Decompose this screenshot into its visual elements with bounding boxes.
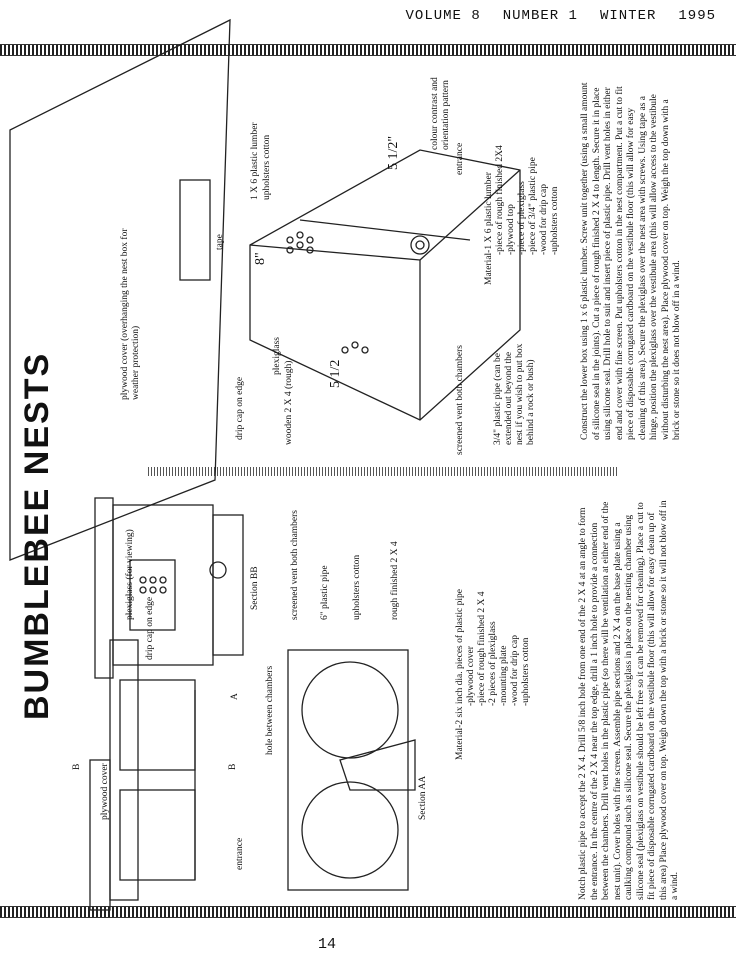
- label-plexiglass-right: plexiglass: [272, 337, 282, 375]
- page-number: 14: [318, 936, 337, 953]
- label-entrance-left: entrance: [235, 837, 245, 870]
- material-item: -plywood top: [506, 204, 516, 255]
- material-item: -piece of rough finished 2 X 4: [477, 591, 487, 706]
- label-pipe-6in: 6" plastic pipe: [320, 565, 330, 620]
- label-dim-8: 8": [253, 252, 268, 265]
- label-colour: colour contrast and orientation pattern: [430, 77, 451, 150]
- label-plywood-cover-left: plywood cover: [100, 763, 110, 820]
- page-title: BUMBLEBEE NESTS: [18, 351, 56, 720]
- label-tape: tape: [215, 234, 225, 250]
- label-dim-55: 5 1/2": [386, 135, 401, 170]
- material-item: -piece of plexiglass: [517, 181, 527, 255]
- material-item: Material-2 six inch dia. pieces of plastic pipe: [455, 589, 465, 760]
- label-plywood-cover-right: plywood cover (overhanging the nest box for weather protection): [120, 228, 141, 400]
- label-section-aa: Section AA: [418, 775, 428, 820]
- label-screened-vent-right: screened vent both chambers: [455, 345, 465, 455]
- number-label: NUMBER 1: [502, 8, 578, 24]
- label-lumber: 1 X 6 plastic lumber: [250, 122, 260, 200]
- label-dim-5: 5 1/2: [328, 359, 343, 388]
- material-item: -2 pieces of plexiglass: [488, 621, 498, 706]
- label-b-marker-1: B: [72, 763, 82, 770]
- label-b-marker-2: B: [228, 763, 238, 770]
- label-drip-cap-left: drip cap on edge: [145, 596, 155, 660]
- season-label: WINTER: [599, 8, 657, 24]
- label-drip-cap-right: drip cap on edge: [235, 376, 245, 440]
- material-item: -upholsters cotton: [521, 637, 531, 706]
- label-upholsters-right: upholsters cotton: [262, 134, 272, 200]
- material-item: -wood for drip cap: [539, 184, 549, 255]
- material-item: -plywood cover: [466, 646, 476, 706]
- label-pipe-note: 3/4" plastic pipe (can be extended out beyond the nest if you wish to put box behind a rock or bush): [493, 343, 536, 445]
- label-plexiglass-left: plexiglass (for viewing): [125, 529, 135, 620]
- material-item: -mounting plate: [499, 645, 509, 706]
- label-a-marker: A: [230, 693, 240, 700]
- label-wooden-2x4: wooden 2 X 4 (rough): [284, 360, 294, 445]
- material-item: -piece of rough finished 2X4: [495, 145, 505, 255]
- left-materials: [455, 589, 532, 760]
- label-section-bb: Section BB: [250, 566, 260, 610]
- material-item: Material-1 X 6 plastic lumber: [484, 172, 494, 285]
- label-rough-2x4: rough finished 2 X 4: [390, 541, 400, 620]
- right-materials: [484, 145, 561, 285]
- right-instructions: Construct the lower box using 1 x 6 plastic lumber. Screw unit together (using a small amount of silicone seal in the joints). Cut a piece of rough finished 2 X 4 to length. Secure it in place using silicone seal. Drill hole to suit and insert piece of plastic pipe. Drill vent holes in either end and cover with fine screen. Put upholsters cotton in the nest compartment. Put a cut to fit piece of disposable corrugated cardboard on the vestibule floor (this will allow for easy cleaning of this area). Secure the plexiglass over the nest area with screws. Using tape as a hinge, position the plexiglass over the vestibule area (this will allow access to the vestibule without disturbing the nest area). Place plywood cover on top. Weigh the top down with a brick or stone so it does not blow off in a wind.: [580, 82, 682, 440]
- material-item: -piece of 3/4" plastic pipe: [528, 157, 538, 255]
- label-entrance-right: entrance: [455, 142, 465, 175]
- material-item: -upholsters cotton: [550, 186, 560, 255]
- volume-label: VOLUME 8: [405, 8, 481, 24]
- left-instructions: Notch plastic pipe to accept the 2 X 4. Drill 5/8 inch hole from one end of the 2 X 4 at an angle to form the entrance. In the centre of the 2 X 4 near the top edge, drill a 1 inch hole to provide a connection between the chambers. Drill vent holes in the plastic pipe (so there will be ventilation at either end of the nest unit). Cover holes with fine screen. Assemble pipe sections and 2 X 4 on the base plate using a caulking compound such as silicone seal. Secure the plexiglass in place on the nesting chamber using silicone seal (plexiglass on vestibule should be left free so it can be removed for cleaning). Place a cut to fit piece of disposable corrugated cardboard on the vestibule floor (this will allow for easy clean up of this area) Place plywood cover on top. Weigh down the top with a brick or stone so it will not blow off in a wind.: [578, 500, 680, 900]
- label-upholsters-left: upholsters cotton: [352, 554, 362, 620]
- material-item: -wood for drip cap: [510, 635, 520, 706]
- label-hole-between: hole between chambers: [265, 665, 275, 755]
- label-screened-vent-left: screened vent both chambers: [290, 510, 300, 620]
- year-label: 1995: [678, 8, 716, 24]
